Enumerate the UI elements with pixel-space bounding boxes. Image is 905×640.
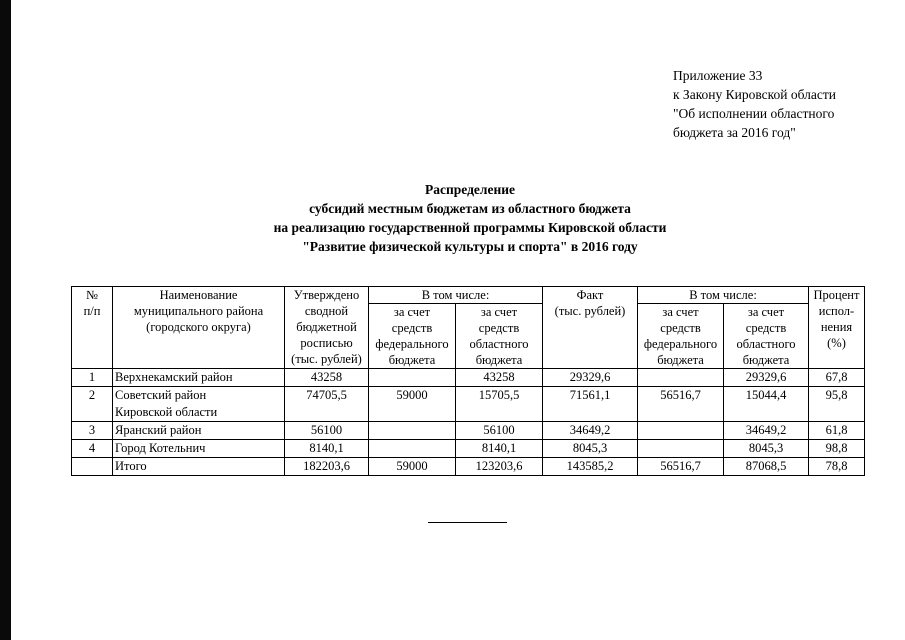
appendix-line: к Закону Кировской области [673, 87, 837, 102]
cell-regional-2: 15044,4 [724, 387, 809, 422]
name-line: Итого [115, 459, 147, 473]
header-text: бюджета [657, 353, 704, 367]
header-text: средств [660, 321, 701, 335]
header-num [72, 287, 113, 369]
appendix-line: "Об исполнении областного [673, 106, 835, 121]
cell-num: 3 [72, 422, 113, 440]
end-separator-line [428, 522, 507, 523]
header-text: п/п [83, 304, 101, 318]
appendix-line: бюджета за 2016 год" [673, 125, 796, 140]
total-row [72, 458, 865, 476]
cell-regional-1: 15705,5 [456, 387, 543, 422]
cell-fact: 34649,2 [543, 422, 638, 440]
cell-percent: 98,8 [809, 440, 865, 458]
cell-fact: 29329,6 [543, 369, 638, 387]
header-text: бюджета [388, 353, 436, 367]
subsidy-table [71, 286, 865, 476]
cell-federal-1: 59000 [369, 387, 456, 422]
name-line: Верхнекамский район [115, 370, 233, 384]
header-text: сводной [304, 304, 349, 318]
cell-federal-1 [369, 440, 456, 458]
name-line: Яранский район [115, 423, 202, 437]
cell-approved: 74705,5 [285, 387, 369, 422]
title-line: на реализацию государственной программы Кировской области [273, 220, 667, 235]
header-text: (городского округа) [146, 320, 251, 334]
cell-regional-1: 56100 [456, 422, 543, 440]
header-approved [285, 287, 369, 369]
header-text: федерального [375, 337, 449, 351]
appendix-note [673, 66, 898, 142]
cell-regional-2: 87068,5 [724, 458, 809, 476]
header-text: бюджета [742, 353, 790, 367]
title-line: субсидий местным бюджетам из областного бюджета [309, 201, 631, 216]
header-text: № [86, 288, 98, 302]
header-text: областного [736, 337, 796, 351]
header-regional-2 [724, 304, 809, 369]
scan-edge-bar [0, 0, 11, 640]
cell-regional-1: 43258 [456, 369, 543, 387]
header-text: за счет [480, 305, 518, 319]
cell-regional-1: 8140,1 [456, 440, 543, 458]
cell-approved: 56100 [285, 422, 369, 440]
name-line: Кировской области [115, 405, 218, 419]
header-text: федерального [643, 337, 718, 351]
header-fact [543, 287, 638, 369]
cell-regional-1: 123203,6 [456, 458, 543, 476]
cell-federal-1 [369, 369, 456, 387]
cell-federal-2: 56516,7 [638, 387, 724, 422]
cell-percent: 61,8 [809, 422, 865, 440]
header-including-1 [369, 287, 543, 304]
cell-num: 2 [72, 387, 113, 422]
cell-name [113, 387, 285, 422]
table-row [72, 369, 865, 387]
header-text: (тыс. рублей) [291, 352, 362, 366]
header-text: Наименование [159, 288, 238, 302]
header-regional-1 [456, 304, 543, 369]
cell-name [113, 458, 285, 476]
cell-percent: 95,8 [809, 387, 865, 422]
cell-regional-2: 8045,3 [724, 440, 809, 458]
cell-num: 4 [72, 440, 113, 458]
document-title [190, 180, 750, 256]
header-text: за счет [747, 305, 785, 319]
cell-regional-2: 29329,6 [724, 369, 809, 387]
header-text: В том числе: [421, 288, 490, 302]
title-line: "Развитие физической культуры и спорта" в 2016 году [302, 239, 638, 254]
cell-num: 1 [72, 369, 113, 387]
cell-fact: 71561,1 [543, 387, 638, 422]
header-text: средств [745, 321, 787, 335]
table-row [72, 387, 865, 422]
cell-federal-1 [369, 422, 456, 440]
cell-name [113, 422, 285, 440]
cell-approved: 8140,1 [285, 440, 369, 458]
header-text: Процент [813, 288, 860, 302]
header-text: (%) [827, 336, 846, 350]
header-federal-2 [638, 304, 724, 369]
cell-fact: 143585,2 [543, 458, 638, 476]
table-row [72, 440, 865, 458]
header-text: средств [391, 321, 433, 335]
cell-fact: 8045,3 [543, 440, 638, 458]
header-text: за счет [393, 305, 431, 319]
header-text: средств [478, 321, 520, 335]
header-text: (тыс. рублей) [554, 304, 626, 318]
appendix-line: Приложение 33 [673, 68, 763, 83]
cell-percent: 78,8 [809, 458, 865, 476]
header-text: бюджетной [296, 320, 357, 334]
table-row [72, 422, 865, 440]
header-name [113, 287, 285, 369]
header-text: Факт [576, 288, 604, 302]
name-line: Советский район [115, 388, 207, 402]
header-text: нения [820, 320, 853, 334]
cell-federal-2: 56516,7 [638, 458, 724, 476]
name-line: Город Котельнич [115, 441, 206, 455]
cell-federal-2 [638, 422, 724, 440]
header-text: росписью [300, 336, 353, 350]
cell-name [113, 440, 285, 458]
cell-federal-1: 59000 [369, 458, 456, 476]
header-percent [809, 287, 865, 369]
cell-approved: 43258 [285, 369, 369, 387]
header-row [72, 287, 865, 304]
header-text: В том числе: [689, 288, 757, 302]
cell-num [72, 458, 113, 476]
cell-name [113, 369, 285, 387]
header-including-2 [638, 287, 809, 304]
header-text: Утверждено [293, 288, 360, 302]
header-text: муниципального района [133, 304, 264, 318]
header-text: бюджета [475, 353, 523, 367]
cell-approved: 182203,6 [285, 458, 369, 476]
title-line: Распределение [424, 182, 516, 197]
header-text: за счет [662, 305, 699, 319]
cell-regional-2: 34649,2 [724, 422, 809, 440]
cell-percent: 67,8 [809, 369, 865, 387]
header-federal-1 [369, 304, 456, 369]
header-text: испол- [818, 304, 855, 318]
header-text: областного [469, 337, 529, 351]
cell-federal-2 [638, 369, 724, 387]
cell-federal-2 [638, 440, 724, 458]
